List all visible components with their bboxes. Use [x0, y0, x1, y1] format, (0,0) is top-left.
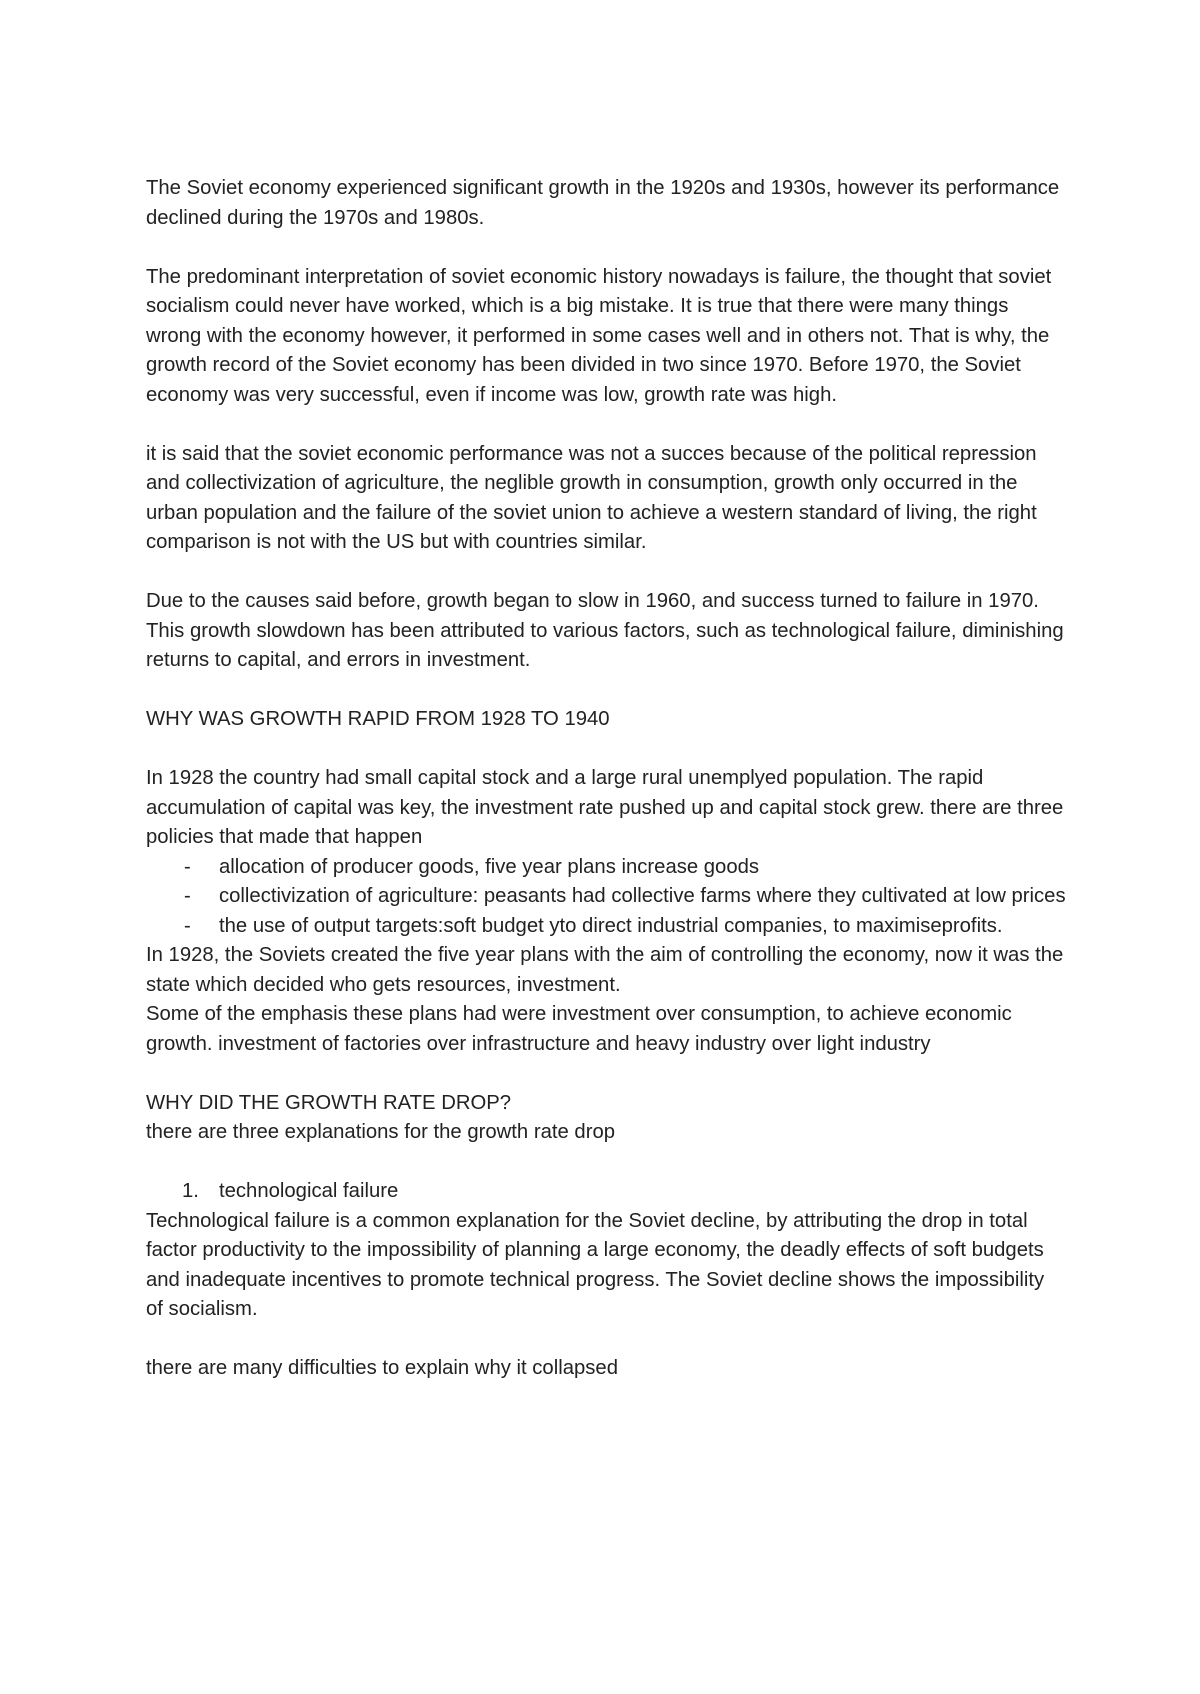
section-growth-drop-intro: there are three explanations for the growth rate drop — [146, 1121, 616, 1143]
list-item — [146, 853, 1066, 883]
explanation-numbered-list — [146, 1177, 1066, 1207]
paragraph-closing: there are many difficulties to explain why it collapsed — [146, 1357, 618, 1379]
list-item-text: allocation of producer goods, five year plans increase goods — [219, 855, 760, 878]
policy-bullet-list — [146, 853, 1066, 942]
paragraph-interpretation: The predominant interpretation of soviet economic history nowadays is failure, the thought that soviet socialism could never have worked, which is a big mistake. It is true that there were many things wrong with the economy however, it performed in some cases well and in others not. That is why, the growth record of the Soviet economy has been divided in two since 1970. Before 1970, the Soviet economy was very successful, even if income was low, growth rate was high. — [146, 265, 1052, 406]
section-heading-growth-drop: WHY DID THE GROWTH RATE DROP? — [146, 1091, 512, 1114]
section-rapid-growth-intro: In 1928 the country had small capital stock and a large rural unemplyed population. The rapid accumulation of capital was key, the investment rate pushed up and capital stock grew. there are three policies that made that happen — [146, 767, 1064, 848]
list-item-text: the use of output targets:soft budget yto direct industrial companies, to maximiseprofits. — [219, 914, 1003, 937]
list-item-text: technological failure — [219, 1180, 399, 1202]
paragraph-five-year-plans: In 1928, the Soviets created the five year plans with the aim of controlling the economy, now it was the state which decided who gets resources, investment. — [146, 944, 1064, 996]
list-item-text: collectivization of agriculture: peasants had collective farms where they cultivated at low prices — [219, 885, 1066, 907]
bullet-dash-marker: - — [184, 855, 191, 878]
list-number-marker: 1. — [182, 1180, 199, 1202]
paragraph-slowdown: Due to the causes said before, growth began to slow in 1960, and success turned to failure in 1970. This growth slowdown has been attributed to various factors, such as technological failure, diminishing returns to capital, and errors in investment. — [146, 590, 1064, 671]
bullet-dash-marker: - — [184, 885, 191, 907]
list-item — [146, 912, 1066, 942]
paragraph-plan-emphasis: Some of the emphasis these plans had were investment over consumption, to achieve economic growth. investment of factories over infrastructure and heavy industry over light industry — [146, 1003, 1012, 1055]
list-item — [146, 882, 1066, 912]
list-item — [146, 1177, 1066, 1207]
paragraph-technological-failure: Technological failure is a common explanation for the Soviet decline, by attributing the drop in total factor productivity to the impossibility of planning a large economy, the deadly effects of soft budgets and inadequate incentives to promote technical progress. The Soviet decline shows the impossibility of socialism. — [146, 1209, 1045, 1320]
paragraph-intro: The Soviet economy experienced significant growth in the 1920s and 1930s, however its performance declined during the 1970s and 1980s. — [146, 177, 1060, 229]
section-heading-rapid-growth: WHY WAS GROWTH RAPID FROM 1928 TO 1940 — [146, 708, 610, 730]
bullet-dash-marker: - — [184, 914, 191, 937]
document-page — [146, 174, 1066, 1384]
paragraph-criticism: it is said that the soviet economic performance was not a succes because of the political repression and collectivization of agriculture, the neglible growth in consumption, growth only occurred in the urban population and the failure of the soviet union to achieve a western standard of living, the right comparison is not with the US but with countries similar. — [146, 442, 1037, 553]
